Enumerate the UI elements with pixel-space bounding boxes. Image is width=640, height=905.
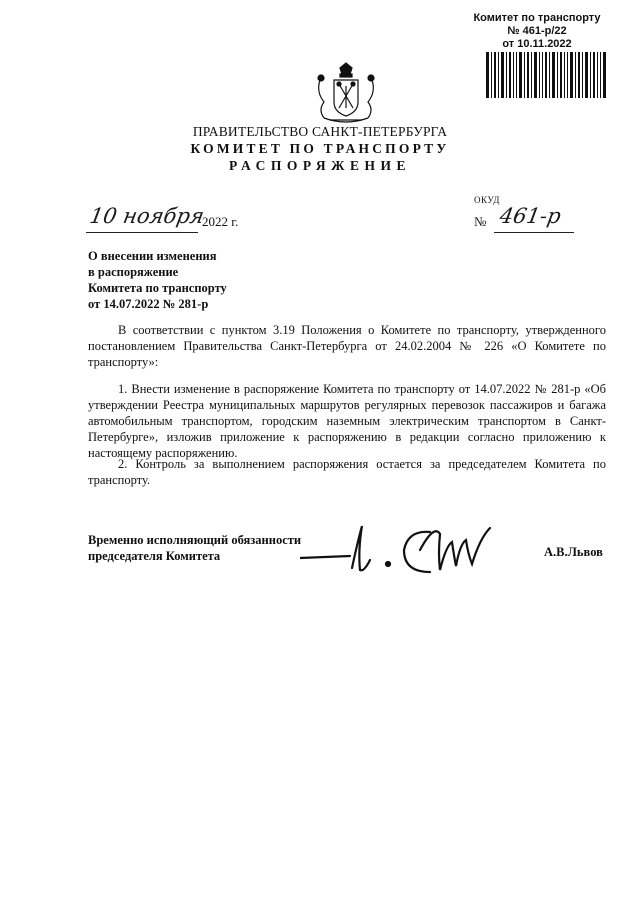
stamp-line-3: от 10.11.2022 xyxy=(502,38,572,50)
committee-title: КОМИТЕТ ПО ТРАНСПОРТУ xyxy=(190,141,450,156)
number-handwritten: 461-р xyxy=(497,204,563,228)
date-underline xyxy=(86,232,198,233)
barcode-image xyxy=(486,52,608,98)
subject-line-4: от 14.07.2022 № 281-р xyxy=(88,297,209,311)
stamp-line-2: № 461-р/22 xyxy=(507,25,567,37)
stamp-line-1: Комитет по транспорту xyxy=(473,12,601,24)
subject-line-2: в распоряжение xyxy=(88,265,179,279)
paragraph-3-text: 2. Контроль за выполнением распоряжения остается за председателем Комитета по транспорту. xyxy=(88,457,606,487)
body-paragraph-3 xyxy=(88,456,606,488)
paragraph-1-text: В соответствии с пунктом 3.19 Положения о Комитете по транспорту, утвержденного постановлением Правительства Санкт-Петербурга от 24.02.2004 № 226 «О Комитете по транспорту»: xyxy=(88,323,606,369)
subject-line-1: О внесении изменения xyxy=(88,249,217,263)
document-type-title: РАСПОРЯЖЕНИЕ xyxy=(228,158,412,173)
government-title: ПРАВИТЕЛЬСТВО САНКТ-ПЕТЕРБУРГА xyxy=(192,124,448,139)
document-subject xyxy=(88,248,348,312)
body-paragraph-2 xyxy=(88,381,606,461)
date-handwritten: 10 ноября xyxy=(87,204,207,228)
okud-label: ОКУД xyxy=(474,195,500,205)
subject-line-3: Комитета по транспорту xyxy=(88,281,227,295)
handwritten-signature xyxy=(300,520,530,580)
body-paragraph-1 xyxy=(88,322,606,370)
coat-of-arms-emblem xyxy=(310,62,382,126)
date-year: 2022 г. xyxy=(202,214,239,229)
signatory-title-line-2: председателя Комитета xyxy=(88,549,221,563)
signatory-title-line-1: Временно исполняющий обязанности xyxy=(88,533,302,547)
number-sign: № xyxy=(474,214,487,229)
paragraph-2-text: 1. Внести изменение в распоряжение Комитета по транспорту от 14.07.2022 № 281-р «Об утверждении Реестра муниципальных маршрутов регулярных перевозок пассажиров и багажа автомобильным транспортом, городским наземным электрическим транспортом в Санкт-Петербурге», изложив приложение к распоряжению в редакции согласно приложению к настоящему распоряжению. xyxy=(88,382,606,460)
signer-name: А.В.Львов xyxy=(544,545,603,559)
registration-stamp xyxy=(462,12,612,51)
signatory-title xyxy=(88,532,301,564)
number-underline xyxy=(494,232,574,233)
